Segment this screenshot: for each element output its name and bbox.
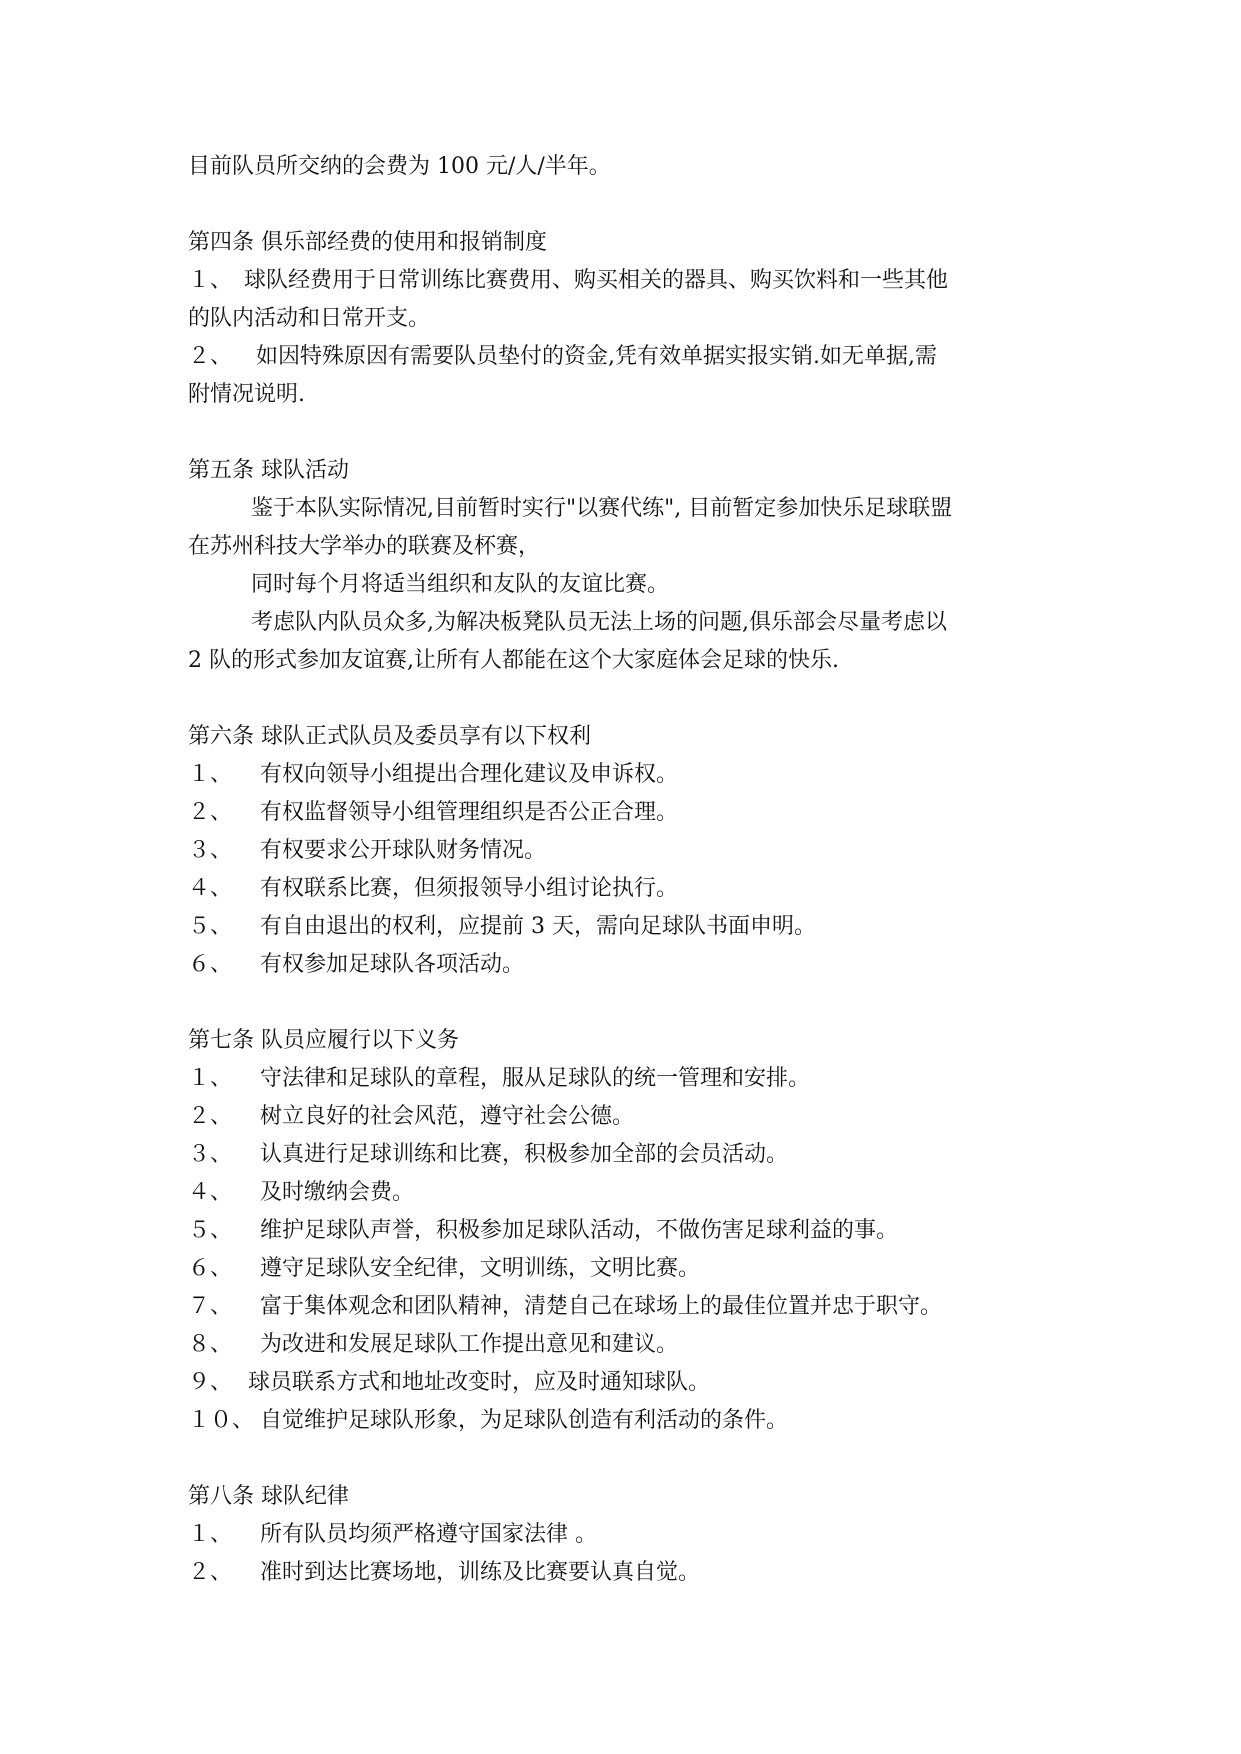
article-7-item-2 xyxy=(188,1098,1091,1136)
article-7-item-9 xyxy=(188,1364,1091,1402)
item-number: ３、 xyxy=(188,1142,233,1167)
item-text: 如因特殊原因有需要队员垫付的资金,凭有效单据实报实销.如无单据,需 xyxy=(256,344,937,369)
item-text: 有权要求公开球队财务情况。 xyxy=(260,838,547,863)
item-number: ９、 xyxy=(188,1370,233,1395)
article-6 xyxy=(188,718,1091,984)
article-4-item-2-cont: 附情况说明. xyxy=(188,382,305,407)
item-number: ２、 xyxy=(188,800,233,825)
item-number: １、 xyxy=(188,268,233,293)
article-5 xyxy=(188,452,1091,680)
article-4-item-1 xyxy=(188,262,1091,300)
article-4-item-2 xyxy=(188,338,1091,376)
item-number: ４、 xyxy=(188,1180,233,1205)
item-text: 富于集体观念和团队精神，清楚自己在球场上的最佳位置并忠于职守。 xyxy=(260,1294,943,1319)
article-7-item-3 xyxy=(188,1136,1091,1174)
article-7 xyxy=(188,1022,1091,1440)
item-text: 自觉维护足球队形象，为足球队创造有利活动的条件。 xyxy=(260,1408,789,1433)
article-8-item-2 xyxy=(188,1554,1091,1592)
article-6-title: 第六条 球队正式队员及委员享有以下权利 xyxy=(188,724,591,749)
article-5-para-1-cont: 在苏州科技大学举办的联赛及杯赛， xyxy=(188,534,541,559)
item-number: １０、 xyxy=(188,1408,255,1433)
article-8 xyxy=(188,1478,1091,1592)
item-number: １、 xyxy=(188,1522,233,1547)
article-6-item-3 xyxy=(188,832,1091,870)
item-number: １、 xyxy=(188,1066,233,1091)
item-text: 为改进和发展足球队工作提出意见和建议。 xyxy=(260,1332,679,1357)
article-7-item-5 xyxy=(188,1212,1091,1250)
item-text: 遵守足球队安全纪律，文明训练，文明比赛。 xyxy=(260,1256,701,1281)
article-4 xyxy=(188,224,1091,414)
item-number: ８、 xyxy=(188,1332,233,1357)
article-7-item-7 xyxy=(188,1288,1091,1326)
article-6-item-5 xyxy=(188,908,1091,946)
item-number: ５、 xyxy=(188,914,233,939)
spacer xyxy=(188,1440,1091,1478)
item-text: 认真进行足球训练和比赛，积极参加全部的会员活动。 xyxy=(260,1142,789,1167)
item-text: 有权联系比赛，但须报领导小组讨论执行。 xyxy=(260,876,679,901)
spacer xyxy=(188,984,1091,1022)
article-6-item-2 xyxy=(188,794,1091,832)
item-number: ２、 xyxy=(188,1104,233,1129)
article-7-item-10 xyxy=(188,1402,1091,1440)
item-text: 所有队员均须严格遵守国家法律 。 xyxy=(260,1522,597,1547)
article-6-item-4 xyxy=(188,870,1091,908)
item-text: 有权监督领导小组管理组织是否公正合理。 xyxy=(260,800,679,825)
article-8-title: 第八条 球队纪律 xyxy=(188,1484,349,1509)
item-number: ２、 xyxy=(188,1560,233,1585)
item-number: ３、 xyxy=(188,838,233,863)
item-text: 准时到达比赛场地，训练及比赛要认真自觉。 xyxy=(260,1560,701,1585)
article-7-item-6 xyxy=(188,1250,1091,1288)
spacer xyxy=(188,680,1091,718)
item-number: ４、 xyxy=(188,876,233,901)
article-6-item-6 xyxy=(188,946,1091,984)
article-4-title: 第四条 俱乐部经费的使用和报销制度 xyxy=(188,230,547,255)
item-text: 树立良好的社会风范，遵守社会公德。 xyxy=(260,1104,635,1129)
spacer xyxy=(188,414,1091,452)
article-7-title: 第七条 队员应履行以下义务 xyxy=(188,1028,459,1053)
item-text: 有权向领导小组提出合理化建议及申诉权。 xyxy=(260,762,679,787)
article-6-item-1 xyxy=(188,756,1091,794)
item-number: ５、 xyxy=(188,1218,233,1243)
item-text: 球队经费用于日常训练比赛费用、购买相关的器具、购买饮料和一些其他 xyxy=(244,268,949,293)
item-text: 维护足球队声誉，积极参加足球队活动，不做伤害足球利益的事。 xyxy=(260,1218,899,1243)
item-number: １、 xyxy=(188,762,233,787)
article-5-title: 第五条 球队活动 xyxy=(188,458,349,483)
item-number: ６、 xyxy=(188,1256,233,1281)
article-4-item-1-cont: 的队内活动和日常开支。 xyxy=(188,306,431,331)
article-5-para-3-cont: 2 队的形式参加友谊赛,让所有人都能在这个大家庭体会足球的快乐. xyxy=(188,648,839,673)
article-5-para-2: 同时每个月将适当组织和友队的友谊比赛。 xyxy=(251,572,670,597)
item-text: 及时缴纳会费。 xyxy=(260,1180,415,1205)
item-number: ７、 xyxy=(188,1294,233,1319)
spacer xyxy=(188,186,1091,224)
item-text: 有自由退出的权利，应提前 3 天，需向足球队书面申明。 xyxy=(260,914,816,939)
item-text: 有权参加足球队各项活动。 xyxy=(260,952,525,977)
article-8-item-1 xyxy=(188,1516,1091,1554)
article-7-item-4 xyxy=(188,1174,1091,1212)
item-text: 球员联系方式和地址改变时，应及时通知球队。 xyxy=(248,1370,711,1395)
article-7-item-8 xyxy=(188,1326,1091,1364)
item-number: ２、 xyxy=(188,344,233,369)
article-5-para-1: 鉴于本队实际情况,目前暂时实行"以赛代练", 目前暂定参加快乐足球联盟 xyxy=(251,496,953,521)
article-5-para-3: 考虑队内队员众多,为解决板凳队员无法上场的问题,俱乐部会尽量考虑以 xyxy=(251,610,947,635)
item-number: ６、 xyxy=(188,952,233,977)
fee-statement: 目前队员所交纳的会费为 100 元/人/半年。 xyxy=(188,154,611,179)
article-7-item-1 xyxy=(188,1060,1091,1098)
item-text: 守法律和足球队的章程，服从足球队的统一管理和安排。 xyxy=(260,1066,811,1091)
